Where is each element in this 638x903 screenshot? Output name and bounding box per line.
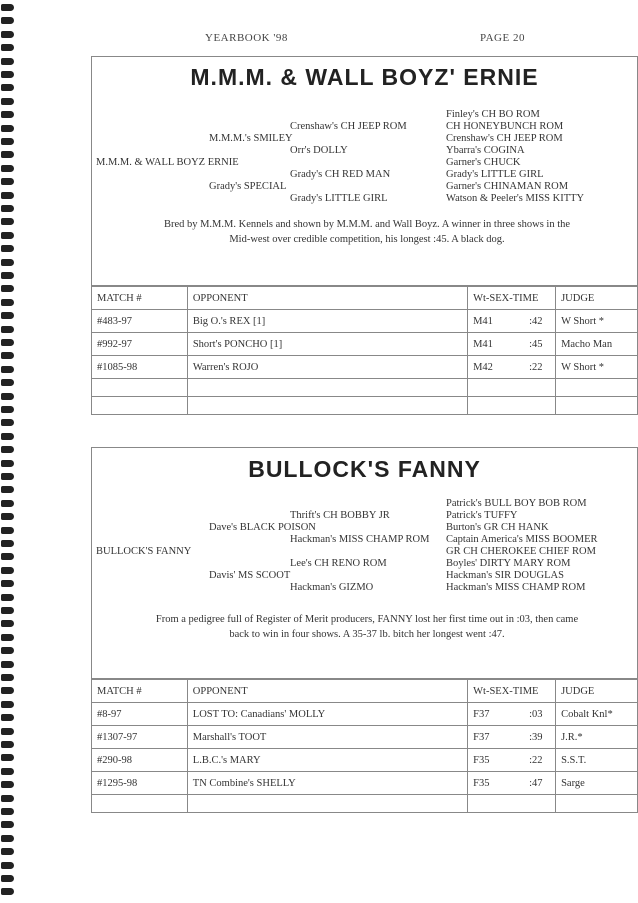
pedigree-gg-3: Burton's GR CH HANK <box>446 522 549 533</box>
binding-coil <box>1 44 14 51</box>
pedigree-gg-4: Ybarra's COGINA <box>446 145 525 156</box>
dog-1-description <box>117 217 617 247</box>
binding-coil <box>1 17 14 24</box>
pedigree-subject: BULLOCK'S FANNY <box>96 546 192 557</box>
binding-coil <box>1 406 14 413</box>
binding-coil <box>1 125 14 132</box>
binding-coil <box>1 379 14 386</box>
binding-coil <box>1 285 14 292</box>
opponent: Warren's ROJO <box>187 356 467 379</box>
binding-coil <box>1 620 14 627</box>
fight-time: :47 <box>529 777 543 789</box>
table-row-empty <box>92 379 638 397</box>
description-line: back to win in four shows. A 35-37 lb. bitch her longest went :47. <box>229 629 505 640</box>
match-number: #1295-98 <box>92 772 188 795</box>
binding-coil <box>1 192 14 199</box>
judge: Cobalt Knl* <box>556 703 638 726</box>
binding-coil <box>1 433 14 440</box>
binding-coil <box>1 594 14 601</box>
fight-time: :22 <box>529 361 543 373</box>
wt-sex-time <box>468 703 556 726</box>
binding-coil <box>1 500 14 507</box>
pedigree-dam: Grady's SPECIAL <box>209 181 287 192</box>
binding-coil <box>1 768 14 775</box>
pedigree-subject: M.M.M. & WALL BOYZ ERNIE <box>96 157 239 168</box>
binding-coil <box>1 527 14 534</box>
dog-1-match-table <box>91 286 638 415</box>
table-row <box>92 772 638 795</box>
binding-coil <box>1 674 14 681</box>
binding-coil <box>1 352 14 359</box>
binding-coil <box>1 84 14 91</box>
pedigree-dam-sire: Lee's CH RENO ROM <box>290 558 387 569</box>
weight-sex: F35 <box>473 777 490 789</box>
pedigree-gg-1: Patrick's BULL BOY BOB ROM <box>446 498 587 509</box>
wt-sex-time <box>468 749 556 772</box>
binding-coil <box>1 567 14 574</box>
description-line: From a pedigree full of Register of Merit producers, FANNY lost her first time out in :03, then came <box>155 614 579 625</box>
binding-coil <box>1 888 14 895</box>
binding-coil <box>1 299 14 306</box>
binding-coil <box>1 741 14 748</box>
table-row-empty <box>92 397 638 415</box>
judge: J.R.* <box>556 726 638 749</box>
binding-coil <box>1 151 14 158</box>
header-match: MATCH # <box>92 680 188 703</box>
binding-coil <box>1 607 14 614</box>
binding-coil <box>1 312 14 319</box>
dog-2-section <box>91 447 638 679</box>
binding-coil <box>1 245 14 252</box>
weight-sex: M41 <box>473 315 493 327</box>
table-row <box>92 749 638 772</box>
dog-2-description <box>117 612 617 642</box>
binding-coil <box>1 111 14 118</box>
pedigree-gg-6: Boyles' DIRTY MARY ROM <box>446 558 571 569</box>
binding-coil <box>1 754 14 761</box>
binding-coil <box>1 486 14 493</box>
judge: W Short * <box>556 356 638 379</box>
table-row <box>92 703 638 726</box>
binding-coil <box>1 473 14 480</box>
binding-coil <box>1 218 14 225</box>
fight-time: :22 <box>529 754 543 766</box>
binding-coil <box>1 393 14 400</box>
binding-coil <box>1 553 14 560</box>
binding-coil <box>1 795 14 802</box>
pedigree-gg-5: Garner's CHUCK <box>446 157 521 168</box>
binding-coil <box>1 98 14 105</box>
binding-coil <box>1 848 14 855</box>
header-judge: JUDGE <box>556 680 638 703</box>
fight-time: :45 <box>529 338 543 350</box>
opponent: Marshall's TOOT <box>187 726 467 749</box>
judge: Macho Man <box>556 333 638 356</box>
binding-coil <box>1 808 14 815</box>
table-row <box>92 356 638 379</box>
description-line: Bred by M.M.M. Kennels and shown by M.M.M. and Wall Boyz. A winner in three shows in the <box>163 219 571 230</box>
dog-2-title: BULLOCK'S FANNY <box>248 456 481 482</box>
binding-coil <box>1 71 14 78</box>
header-match: MATCH # <box>92 287 188 310</box>
weight-sex: F37 <box>473 731 490 743</box>
pedigree-gg-8: Watson & Peeler's MISS KITTY <box>446 193 585 204</box>
binding-coil <box>1 580 14 587</box>
pedigree-gg-2: CH HONEYBUNCH ROM <box>446 121 564 132</box>
binding-coil <box>1 821 14 828</box>
opponent: L.B.C.'s MARY <box>187 749 467 772</box>
pedigree-dam: Davis' MS SCOOT <box>209 570 291 581</box>
binding-coil <box>1 875 14 882</box>
binding-coil <box>1 4 14 11</box>
match-number: #1307-97 <box>92 726 188 749</box>
table-header-row <box>92 680 638 703</box>
weight-sex: F37 <box>473 708 490 720</box>
binding-coil <box>1 661 14 668</box>
pedigree-gg-8: Hackman's MISS CHAMP ROM <box>446 582 586 593</box>
page-number: PAGE 20 <box>480 32 525 44</box>
pedigree-sire: M.M.M.'s SMILEY <box>209 133 293 144</box>
table-row <box>92 310 638 333</box>
binding-coil <box>1 701 14 708</box>
pedigree-gg-6: Grady's LITTLE GIRL <box>446 169 544 180</box>
yearbook-header: YEARBOOK '98 <box>205 32 288 44</box>
binding-coil <box>1 339 14 346</box>
pedigree-sire-sire: Thrift's CH BOBBY JR <box>290 510 390 521</box>
judge: W Short * <box>556 310 638 333</box>
pedigree-gg-4: Captain America's MISS BOOMER <box>446 534 598 545</box>
binding-coil <box>1 835 14 842</box>
opponent: Short's PONCHO [1] <box>187 333 467 356</box>
header-wt-sex-time: Wt-SEX-TIME <box>468 287 556 310</box>
binding-coil <box>1 781 14 788</box>
dog-1-section <box>91 56 638 286</box>
fight-time: :42 <box>529 315 543 327</box>
fight-time: :39 <box>529 731 543 743</box>
pedigree-sire-dam: Orr's DOLLY <box>290 145 348 156</box>
pedigree-sire-sire: Crenshaw's CH JEEP ROM <box>290 121 407 132</box>
match-number: #1085-98 <box>92 356 188 379</box>
binding-coil <box>1 31 14 38</box>
judge: Sarge <box>556 772 638 795</box>
binding-coil <box>1 138 14 145</box>
pedigree-dam-dam: Hackman's GIZMO <box>290 582 374 593</box>
table-row <box>92 726 638 749</box>
table-header-row <box>92 287 638 310</box>
match-number: #992-97 <box>92 333 188 356</box>
binding-coil <box>1 259 14 266</box>
binding-coil <box>1 862 14 869</box>
header-wt-sex-time: Wt-SEX-TIME <box>468 680 556 703</box>
weight-sex: M41 <box>473 338 493 350</box>
match-number: #483-97 <box>92 310 188 333</box>
wt-sex-time <box>468 333 556 356</box>
pedigree-sire: Dave's BLACK POISON <box>209 522 316 533</box>
binding-coil <box>1 366 14 373</box>
binding-coil <box>1 178 14 185</box>
binding-coil <box>1 513 14 520</box>
binding-coil <box>1 272 14 279</box>
spiral-binding <box>0 0 16 903</box>
dog-2-match-table <box>91 679 638 813</box>
pedigree-gg-5: GR CH CHEROKEE CHIEF ROM <box>446 546 596 557</box>
dog-1-title: M.M.M. & WALL BOYZ' ERNIE <box>190 64 539 90</box>
table-row-empty <box>92 795 638 813</box>
pedigree-gg-7: Garner's CHINAMAN ROM <box>446 181 569 192</box>
description-line: Mid-west over credible competition, his longest :45. A black dog. <box>229 234 505 245</box>
pedigree-gg-7: Hackman's SIR DOUGLAS <box>446 570 564 581</box>
binding-coil <box>1 165 14 172</box>
opponent: LOST TO: Canadians' MOLLY <box>187 703 467 726</box>
binding-coil <box>1 232 14 239</box>
weight-sex: M42 <box>473 361 493 373</box>
table-row <box>92 333 638 356</box>
binding-coil <box>1 634 14 641</box>
binding-coil <box>1 728 14 735</box>
binding-coil <box>1 419 14 426</box>
wt-sex-time <box>468 772 556 795</box>
wt-sex-time <box>468 726 556 749</box>
weight-sex: F35 <box>473 754 490 766</box>
wt-sex-time <box>468 356 556 379</box>
pedigree-sire-dam: Hackman's MISS CHAMP ROM <box>290 534 430 545</box>
pedigree-gg-1: Finley's CH BO ROM <box>446 109 540 120</box>
pedigree-dam-dam: Grady's LITTLE GIRL <box>290 193 388 204</box>
pedigree-dam-sire: Grady's CH RED MAN <box>290 169 391 180</box>
binding-coil <box>1 326 14 333</box>
header-opponent: OPPONENT <box>187 680 467 703</box>
match-number: #290-98 <box>92 749 188 772</box>
match-number: #8-97 <box>92 703 188 726</box>
wt-sex-time <box>468 310 556 333</box>
binding-coil <box>1 647 14 654</box>
pedigree-gg-3: Crenshaw's CH JEEP ROM <box>446 133 563 144</box>
fight-time: :03 <box>529 708 543 720</box>
opponent: Big O.'s REX [1] <box>187 310 467 333</box>
header-opponent: OPPONENT <box>187 287 467 310</box>
opponent: TN Combine's SHELLY <box>187 772 467 795</box>
judge: S.S.T. <box>556 749 638 772</box>
binding-coil <box>1 540 14 547</box>
binding-coil <box>1 714 14 721</box>
binding-coil <box>1 58 14 65</box>
header-judge: JUDGE <box>556 287 638 310</box>
binding-coil <box>1 446 14 453</box>
pedigree-gg-2: Patrick's TUFFY <box>446 510 518 521</box>
binding-coil <box>1 687 14 694</box>
binding-coil <box>1 205 14 212</box>
binding-coil <box>1 460 14 467</box>
